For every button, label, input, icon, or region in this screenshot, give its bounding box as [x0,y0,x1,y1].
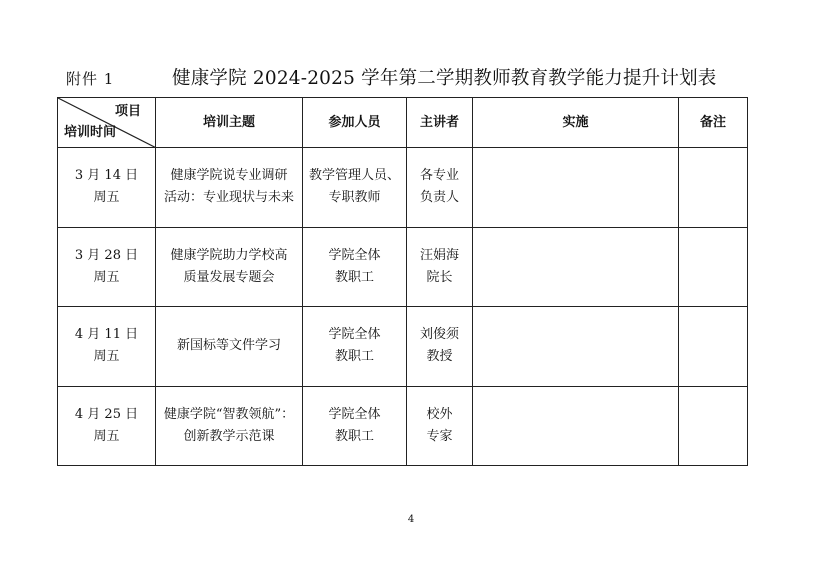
topic-line: 健康学院“智教领航”： [163,406,295,422]
date-cell [58,148,156,227]
attachment-label: 附件 1 [66,70,115,88]
participants-cell [303,227,407,306]
table-row [58,227,748,306]
weekday-text: 周五 [93,349,120,365]
remarks-cell [679,148,748,227]
date-text: 3 月 14 日 [74,168,139,184]
participants-line: 教职工 [334,349,374,365]
diagonal-header-cell [58,98,156,148]
column-header-implementation: 实施 [473,98,679,148]
participants-line: 学院全体 [328,247,381,263]
date-text: 3 月 28 日 [74,247,139,263]
corner-top-label: 项目 [114,104,141,119]
implementation-cell [473,307,679,386]
participants-line: 学院全体 [328,406,381,422]
implementation-cell [473,386,679,465]
topic-line: 新国标等文件学习 [176,338,281,354]
topic-cell [156,148,303,227]
date-text: 4 月 11 日 [74,327,139,343]
header-row [58,98,748,148]
column-header-speaker: 主讲者 [407,98,473,148]
speaker-line: 负责人 [419,190,459,206]
table-row [58,386,748,465]
date-cell [58,307,156,386]
topic-line: 活动：专业现状与未来 [163,190,294,206]
corner-bottom-label: 培训时间 [64,125,117,141]
date-cell [58,227,156,306]
column-header-topic: 培训主题 [156,98,303,148]
document-title: 健康学院 2024-2025 学年第二学期教师教育教学能力提升计划表 [172,68,717,89]
topic-line: 质量发展专题会 [183,269,275,285]
speaker-line: 教授 [426,349,453,365]
implementation-cell [473,148,679,227]
participants-line: 教职工 [334,269,374,285]
participants-line: 专职教师 [328,190,381,206]
speaker-cell [407,227,473,306]
training-plan-table [57,97,748,466]
topic-line: 健康学院说专业调研 [170,168,288,184]
topic-cell [156,386,303,465]
speaker-line: 刘俊须 [419,327,459,343]
weekday-text: 周五 [93,190,120,206]
page-number: 4 [407,514,415,525]
topic-line: 创新教学示范课 [183,428,275,444]
table-row [58,148,748,227]
column-header-remarks: 备注 [679,98,748,148]
speaker-line: 汪娟海 [419,247,459,263]
participants-cell [303,386,407,465]
topic-cell [156,307,303,386]
implementation-cell [473,227,679,306]
speaker-line: 院长 [426,269,453,285]
remarks-cell [679,386,748,465]
remarks-cell [679,307,748,386]
speaker-line: 各专业 [419,168,459,184]
remarks-cell [679,227,748,306]
participants-line: 学院全体 [328,327,381,343]
speaker-cell [407,307,473,386]
speaker-line: 专家 [426,428,453,444]
topic-line: 健康学院助力学校高 [170,247,288,263]
participants-cell [303,307,407,386]
weekday-text: 周五 [93,269,120,285]
date-cell [58,386,156,465]
speaker-line: 校外 [426,406,453,422]
speaker-cell [407,148,473,227]
topic-cell [156,227,303,306]
participants-line: 教学管理人员、 [308,168,400,184]
participants-line: 教职工 [334,428,374,444]
participants-cell [303,148,407,227]
table-row [58,307,748,386]
weekday-text: 周五 [93,428,120,444]
column-header-participants: 参加人员 [303,98,407,148]
date-text: 4 月 25 日 [74,406,139,422]
speaker-cell [407,386,473,465]
